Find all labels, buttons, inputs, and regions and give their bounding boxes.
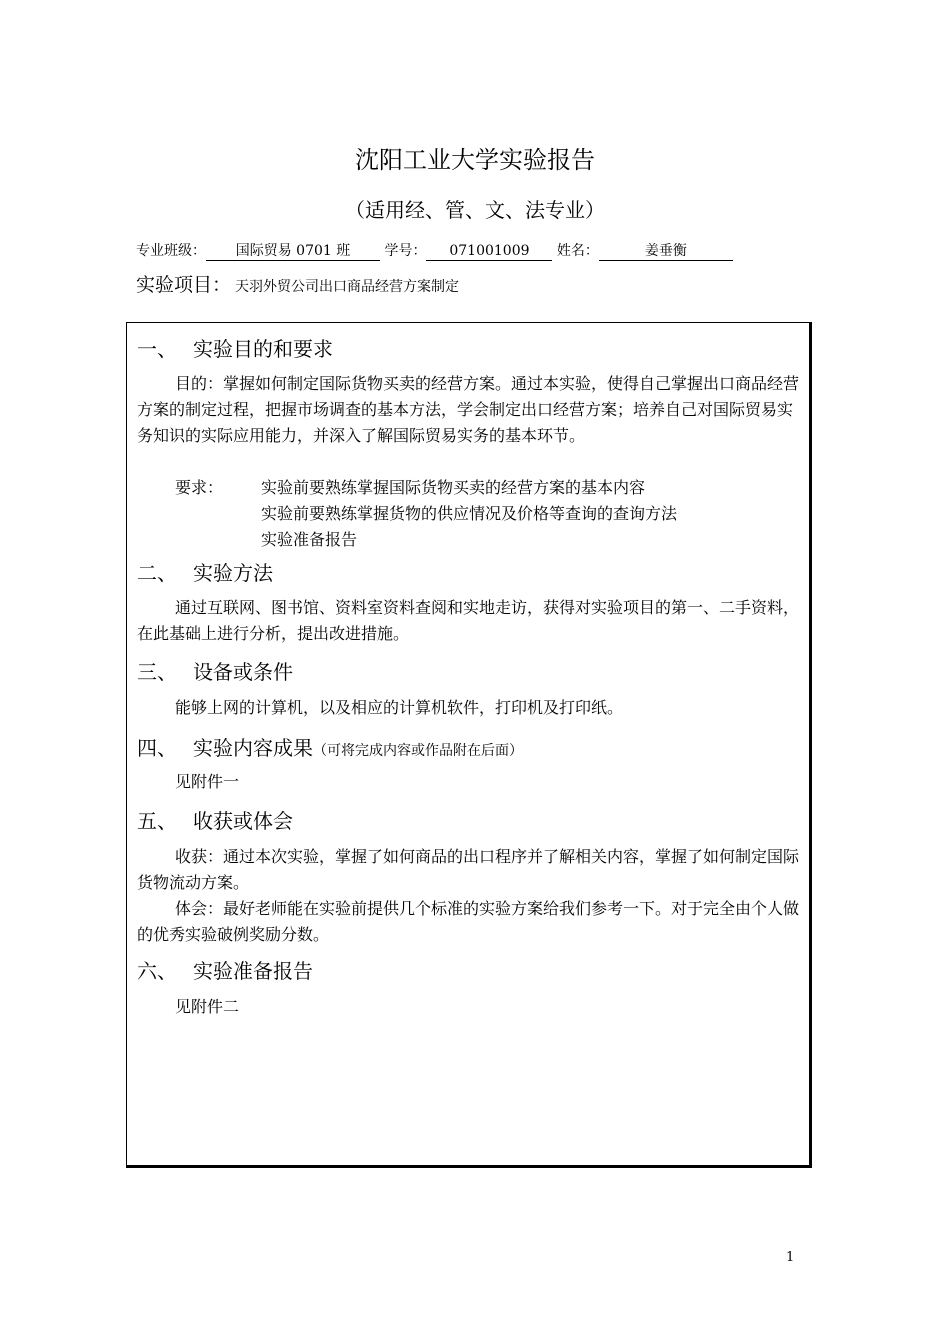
student-id-label: 学号： — [384, 243, 427, 259]
section-title: 收获或体会 — [193, 809, 293, 833]
student-id-value: 071001009 — [426, 242, 552, 261]
name-label: 姓名： — [556, 243, 599, 259]
section-number: 六、 — [137, 959, 177, 983]
section-5-paragraph-harvest: 收获：通过本次实验，掌握了如何商品的出口程序并了解相关内容，掌握了如何制定国际货物流动方案。 — [137, 847, 800, 892]
section-title: 设备或条件 — [193, 660, 293, 684]
section-4-paragraph: 见附件一 — [175, 772, 240, 791]
section-heading-3 — [137, 656, 293, 685]
section-title: 实验准备报告 — [193, 959, 313, 983]
section-heading-5 — [137, 805, 293, 834]
section-1-paragraph: 目的：掌握如何制定国际货物买卖的经营方案。通过本实验，使得自己掌握出口商品经营方案的制定过程，把握市场调查的基本方法，学会制定出口经营方案；培养自己对国际贸易实务知识的实际应用能力，并深入了解国际贸易实务的基本环节。 — [137, 374, 800, 445]
requirement-item: 实验前要熟练掌握国际货物买卖的经营方案的基本内容 — [261, 478, 646, 497]
section-2-paragraph: 通过互联网、图书馆、资料室资料查阅和实地走访，获得对实验项目的第一、二手资料，在此基础上进行分析，提出改进措施。 — [137, 598, 800, 643]
student-info-row — [136, 240, 733, 261]
project-row — [136, 270, 459, 297]
requirement-item: 实验前要熟练掌握货物的供应情况及价格等查询的查询方法 — [261, 504, 678, 523]
class-label: 专业班级： — [136, 243, 206, 259]
class-value: 国际贸易 0701 班 — [206, 242, 380, 261]
section-title: 实验方法 — [193, 561, 273, 585]
project-label: 实验项目： — [136, 274, 232, 296]
section-number: 五、 — [137, 809, 177, 833]
section-3-paragraph: 能够上网的计算机，以及相应的计算机软件，打印机及打印纸。 — [175, 698, 624, 717]
section-number: 二、 — [137, 561, 177, 585]
section-heading-1 — [137, 333, 333, 362]
section-note: （可将完成内容或作品附在后面） — [313, 743, 523, 759]
section-heading-4 — [137, 732, 523, 761]
section-number: 一、 — [137, 337, 177, 361]
section-heading-6 — [137, 955, 313, 984]
section-number: 四、 — [137, 736, 177, 760]
section-5-paragraph-reflection: 体会：最好老师能在实验前提供几个标准的实验方案给我们参考一下。对于完全由个人做的优秀实验破例奖励分数。 — [137, 899, 800, 944]
report-subtitle: （适用经、管、文、法专业） — [345, 198, 605, 222]
section-title: 实验内容成果 — [193, 736, 313, 760]
name-value: 姜垂衡 — [599, 242, 733, 261]
section-title: 实验目的和要求 — [193, 337, 333, 361]
requirement-item: 实验准备报告 — [261, 530, 358, 549]
section-6-paragraph: 见附件二 — [175, 997, 240, 1016]
report-title: 沈阳工业大学实验报告 — [355, 146, 595, 174]
project-value: 天羽外贸公司出口商品经营方案制定 — [235, 279, 460, 295]
report-content-box — [126, 322, 812, 1168]
section-number: 三、 — [137, 660, 177, 684]
page-number: 1 — [786, 1250, 795, 1265]
requirements-label: 要求： — [175, 478, 224, 497]
section-heading-2 — [137, 557, 273, 586]
